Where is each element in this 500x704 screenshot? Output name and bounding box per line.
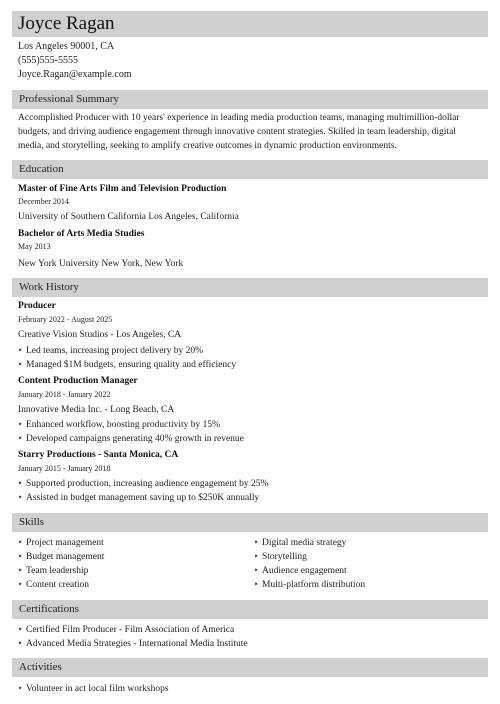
activities-section-bar bbox=[12, 658, 488, 677]
job-bullet: ‣ Led teams, increasing project delivery by 20% bbox=[18, 344, 203, 358]
job-title: Starry Productions - Santa Monica, CA bbox=[18, 450, 179, 460]
skill-item: ‣ Audience engagement bbox=[254, 564, 347, 578]
job-bullet: ‣ Enhanced workflow, boosting productivity by 15% bbox=[18, 418, 220, 432]
education-date: May 2013 bbox=[18, 242, 51, 251]
education-school: New York University New York, New York bbox=[18, 259, 184, 269]
education-degree: Bachelor of Arts Media Studies bbox=[18, 229, 145, 239]
certification-item: ‣ Certified Film Producer - Film Association of America bbox=[18, 623, 234, 637]
work-section-bar bbox=[12, 278, 488, 297]
job-title: Content Production Manager bbox=[18, 376, 138, 386]
summary-section-title: Professional Summary bbox=[19, 93, 119, 105]
job-bullet: ‣ Supported production, increasing audience engagement by 25% bbox=[18, 477, 268, 491]
certifications-section-bar bbox=[12, 600, 488, 619]
activity-item: ‣ Volunteer in act local film workshops bbox=[18, 682, 169, 696]
summary-line-3: media, and storytelling, seeking to amplify creative outcomes in dynamic production environments. bbox=[18, 141, 397, 151]
contact-email: Joyce.Ragan@example.com bbox=[18, 69, 132, 80]
job-bullet: ‣ Managed $1M budgets, ensuring quality and efficiency bbox=[18, 358, 236, 372]
activities-section-title: Activities bbox=[19, 661, 62, 673]
skill-item: ‣ Multi-platform distribution bbox=[254, 578, 365, 592]
certifications-section-title: Certifications bbox=[19, 603, 79, 615]
skill-item: ‣ Team leadership bbox=[18, 564, 88, 578]
skill-item: ‣ Storytelling bbox=[254, 550, 307, 564]
skills-section-title: Skills bbox=[19, 516, 45, 528]
skill-item: ‣ Content creation bbox=[18, 578, 89, 592]
education-date: December 2014 bbox=[18, 197, 69, 206]
summary-line-1: Accomplished Producer with 10 years' experience in leading media production teams, managing multimillion-dollar bbox=[18, 113, 460, 123]
contact-phone: (555)555-5555 bbox=[18, 55, 78, 66]
job-dates: February 2022 - August 2025 bbox=[18, 315, 113, 324]
education-section-bar bbox=[12, 160, 488, 179]
education-degree: Master of Fine Arts Film and Television Production bbox=[18, 184, 227, 194]
education-school: University of Southern California Los Angeles, California bbox=[18, 212, 239, 222]
skills-section-bar bbox=[12, 513, 488, 532]
skill-item: ‣ Budget management bbox=[18, 550, 104, 564]
education-section-title: Education bbox=[19, 163, 64, 175]
skill-item: ‣ Project management bbox=[18, 536, 104, 550]
candidate-name: Joyce Ragan bbox=[18, 13, 115, 34]
job-company: Creative Vision Studios - Los Angeles, CA bbox=[18, 330, 182, 340]
certification-item: ‣ Advanced Media Strategies - International Media Institute bbox=[18, 637, 248, 651]
skill-item: ‣ Digital media strategy bbox=[254, 536, 346, 550]
work-section-title: Work History bbox=[19, 281, 79, 293]
job-company: Innovative Media Inc. - Long Beach, CA bbox=[18, 405, 175, 415]
contact-address: Los Angeles 90001, CA bbox=[18, 41, 115, 52]
job-dates: January 2018 - January 2022 bbox=[18, 390, 111, 399]
job-dates: January 2015 - January 2018 bbox=[18, 464, 111, 473]
job-bullet: ‣ Assisted in budget management saving up to $250K annually bbox=[18, 491, 259, 505]
job-bullet: ‣ Developed campaigns generating 40% growth in revenue bbox=[18, 432, 244, 446]
job-title: Producer bbox=[18, 301, 56, 311]
summary-line-2: budgets, and driving audience engagement through innovative content strategies. Skilled in team leadership, digital bbox=[18, 127, 456, 137]
